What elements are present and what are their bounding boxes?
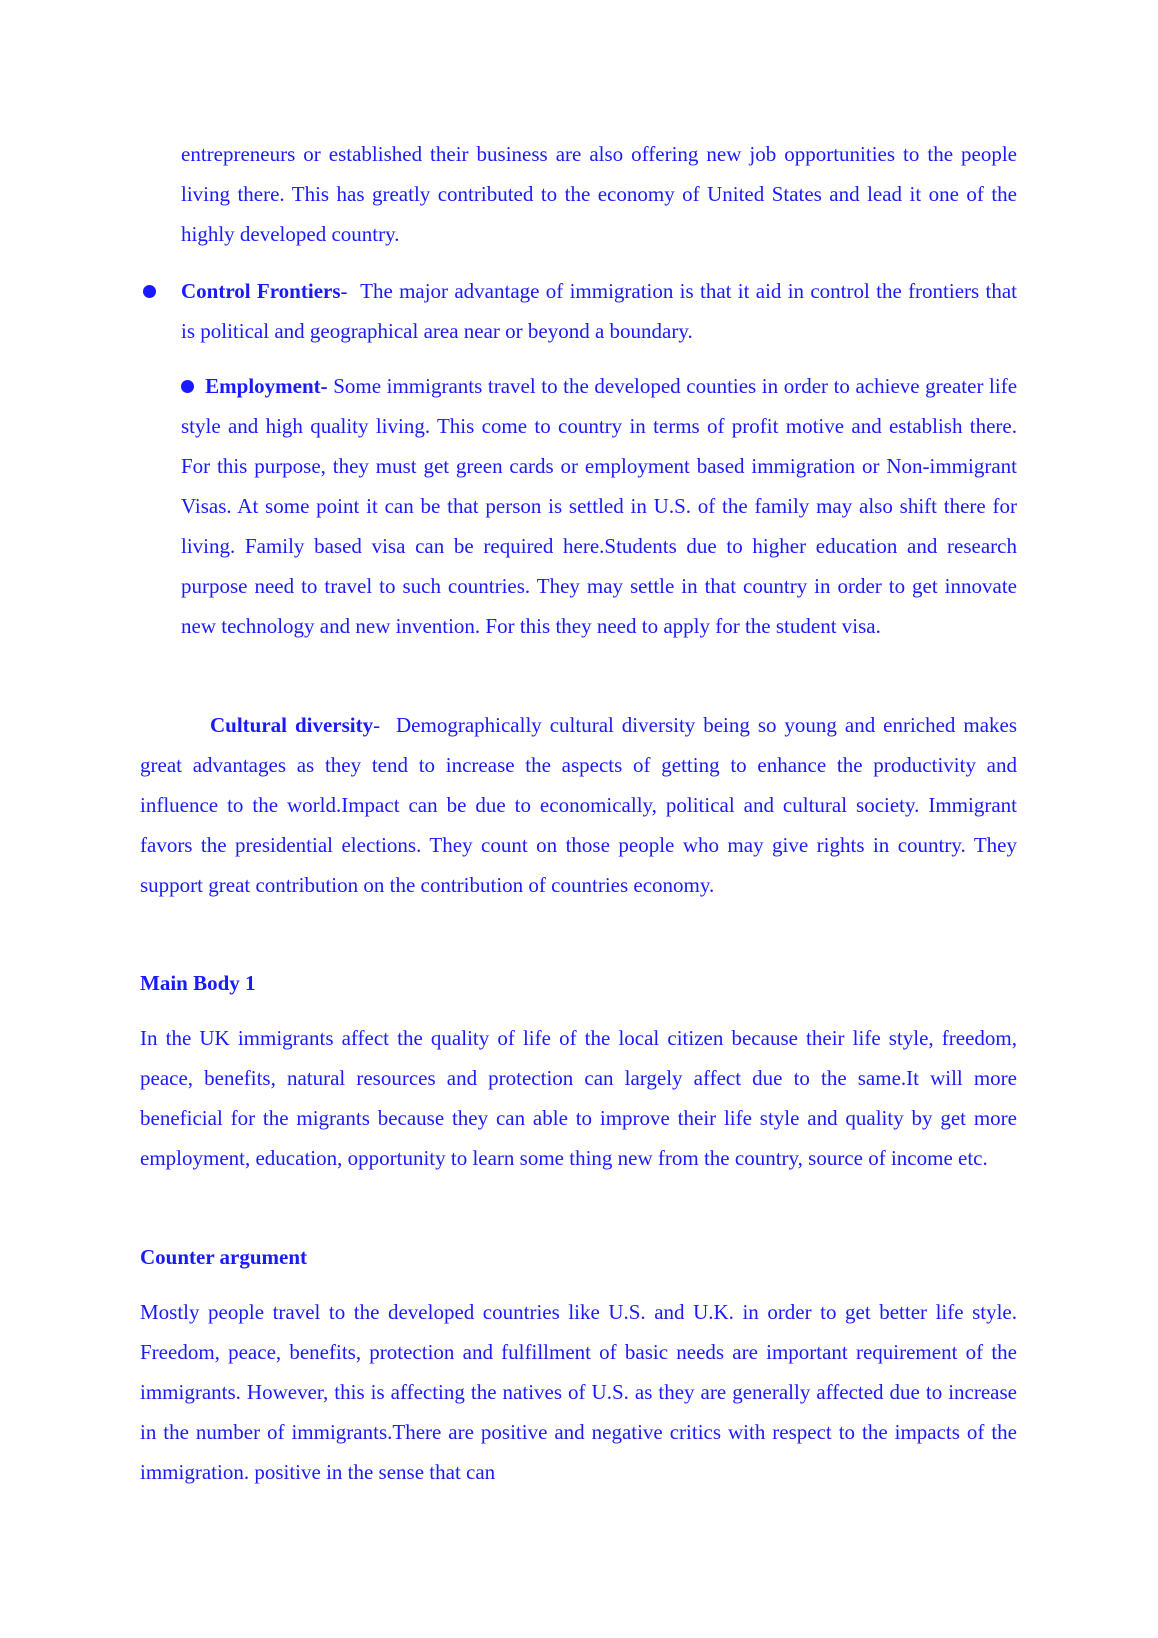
cultural-diversity-dash: -	[373, 713, 381, 737]
main-body-1-heading: Main Body 1	[140, 971, 256, 995]
cultural-diversity-heading: Cultural diversity	[210, 713, 374, 737]
control-frontiers-text: The major advantage of immigration is that it aid in control the frontiers that is political and geographical area near or beyond a boundary.	[181, 279, 1017, 343]
counter-argument-text: Mostly people travel to the developed countries like U.S. and U.K. in order to get better life style. Freedom, peace, benefits, protection and fulfillment of basic needs are important requirement of the immigrants. However, this is affecting the natives of U.S. as they are generally affected due to increase in the number of immigrants.There are positive and negative critics with respect to the impacts of the immigration. positive in the sense that can	[140, 1300, 1017, 1484]
main-body-1-text: In the UK immigrants affect the quality of life of the local citizen because their life style, freedom, peace, benefits, natural resources and protection can largely affect due to the same.It will more beneficial for the migrants because they can able to improve their life style and quality by get more employment, education, opportunity to learn some thing new from the country, source of income etc.	[140, 1026, 1017, 1170]
employment-item	[181, 366, 1017, 646]
employment-heading: Employment-	[205, 374, 328, 398]
control-frontiers-item	[181, 271, 1017, 351]
continued-paragraph	[181, 134, 1017, 254]
main-body-1-paragraph	[140, 1018, 1017, 1178]
control-frontiers-dash: -	[340, 279, 348, 303]
employment-text: Some immigrants travel to the developed counties in order to achieve greater life style and high quality living. This come to country in terms of profit motive and establish there. For this purpose, they must get green cards or employment based immigration or Non-immigrant Visas. At some point it can be that person is settled in U.S. of the family may also shift there for living. Family based visa can be required here.Students due to higher education and research purpose need to travel to such countries. They may settle in that country in order to get innovate new technology and new invention. For this they need to apply for the student visa.	[181, 374, 1018, 638]
counter-argument-paragraph	[140, 1292, 1017, 1492]
cultural-diversity-paragraph	[140, 705, 1017, 905]
control-frontiers-heading: Control Frontiers	[181, 279, 341, 303]
bullet-icon	[143, 285, 156, 298]
bullet-icon	[181, 380, 194, 393]
continued-paragraph-text: entrepreneurs or established their business are also offering new job opportunities to the people living there. This has greatly contributed to the economy of United States and lead it one of the highly developed country.	[181, 142, 1017, 246]
cultural-diversity-text: Demographically cultural diversity being so young and enriched makes great advantages as they tend to increase the aspects of getting to enhance the productivity and influence to the world.Impact can be due to economically, political and cultural society. Immigrant favors the presidential elections. They count on those people who may give rights in country. They support great contribution on the contribution of countries economy.	[140, 713, 1018, 897]
counter-argument-heading: Counter argument	[140, 1245, 308, 1269]
